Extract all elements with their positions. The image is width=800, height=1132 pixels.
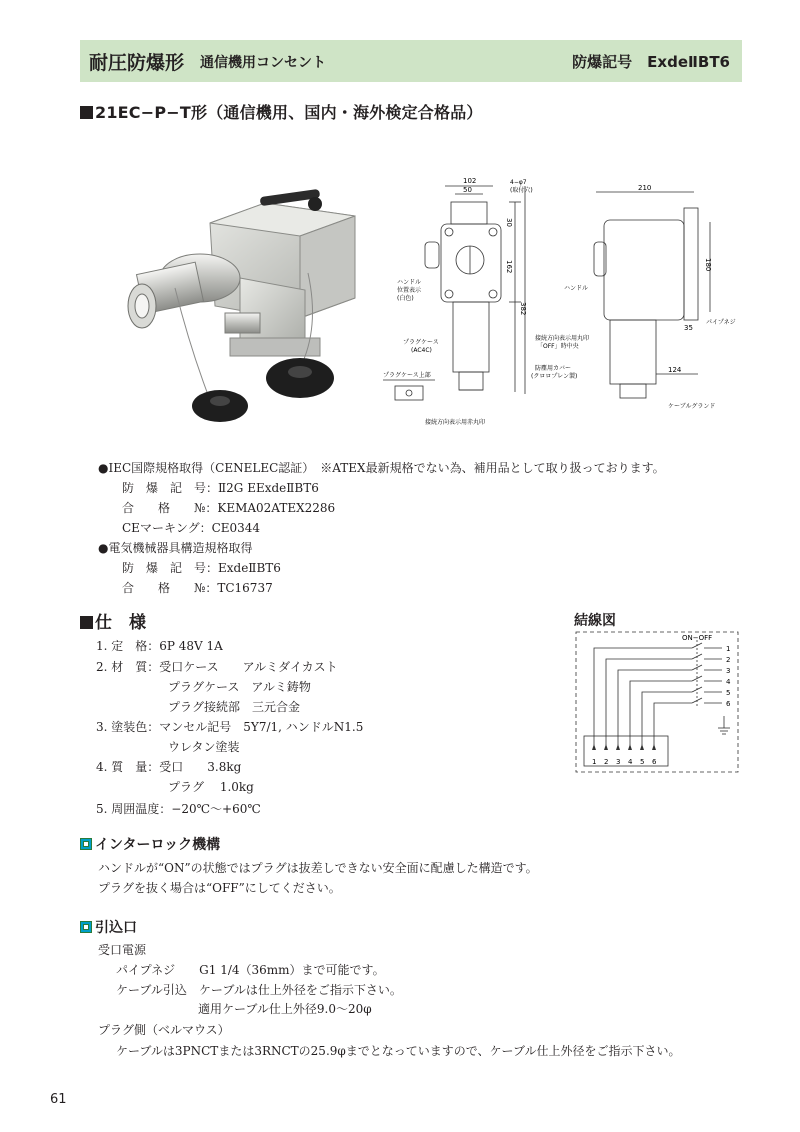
inlet-line-5: プラグ側（ベルマウス） [98, 1023, 230, 1037]
spec-line-2: 2. 材 質：受口ケース アルミダイカスト [96, 660, 338, 674]
cert-line-5: ●電気機械器具構造規格取得 [98, 541, 253, 555]
spec-line-7: 4. 質 量：受口 3.8kg [96, 760, 242, 774]
section-marker-icon [80, 838, 92, 850]
cert-line-7: 合 格 №：TC16737 [122, 581, 273, 595]
terminal-label: 5 [640, 758, 645, 766]
explosion-label: 防爆記号 ExdeⅡBT6 [572, 53, 730, 71]
dim-180: 180 [704, 258, 712, 272]
terminal-label: 3 [726, 667, 731, 675]
wire-line [606, 659, 692, 746]
label-plug-case-2: (AC4C) [411, 347, 432, 354]
label-cover-2: (クロロプレン製) [531, 373, 578, 380]
arrow-icon [628, 744, 632, 750]
side-view-drawing [560, 182, 760, 422]
header-title: 耐圧防爆形 [89, 52, 185, 74]
inlet-heading: 引込口 [80, 917, 137, 937]
label-pipe-screw: パイプネジ [706, 319, 736, 326]
terminal-label: 1 [592, 758, 597, 766]
dim-162: 162 [505, 260, 513, 274]
inlet-line-4: 適用ケーブル仕上外径9.0〜20φ [198, 1002, 372, 1016]
inlet-line-2: パイプネジ G1 1/4（36mm）まで可能です。 [116, 963, 385, 977]
terminal-label: 5 [726, 689, 731, 697]
model-heading [80, 100, 483, 123]
cert-line-2: 防 爆 記 号：Ⅱ2G EExdeⅡBT6 [122, 481, 319, 495]
square-bullet-icon [80, 616, 93, 629]
wire-line [654, 703, 692, 746]
spec-line-4: プラグ接続部 三元合金 [168, 700, 301, 714]
spec-line-6: ウレタン塗装 [168, 740, 240, 754]
dim-35: 35 [684, 324, 693, 332]
dim-30: 30 [505, 218, 513, 227]
label-arrow-top-2: 「OFF」時中央 [537, 343, 579, 350]
terminal-label: 2 [604, 758, 609, 766]
inlet-line-1: 受口電源 [98, 943, 147, 957]
front-view-drawing [375, 172, 590, 432]
arrow-icon [652, 744, 656, 750]
label-plug-top: プラグケース上部 [383, 372, 431, 379]
square-bullet-icon [80, 106, 93, 119]
spec-line-1: 1. 定 格：6P 48V 1A [96, 639, 223, 653]
arrow-icon [592, 744, 596, 750]
product-photo [130, 178, 370, 440]
dim-mount: (取付穴) [510, 187, 533, 194]
model-title: 21EC−P−T形（通信機用、国内・海外検定合格品） [95, 103, 483, 122]
interlock-line-1: ハンドルが“ON”の状態ではプラグは抜差しできない安全面に配慮した構造です。 [98, 861, 538, 875]
label-handle: ハンドル [564, 285, 589, 292]
dim-124: 124 [668, 366, 682, 374]
spec-line-5: 3. 塗装色：マンセル記号 5Y7/1, ハンドルN1.5 [96, 720, 364, 734]
header-subtitle: 通信機用コンセント [200, 55, 326, 71]
dim-4phi7: 4−φ7 [510, 179, 527, 186]
label-arrow-top-1: 接続方向表示用丸印 [535, 335, 590, 342]
dim-382: 382 [519, 302, 527, 316]
wire-line [618, 670, 692, 746]
label-conn-mark: 接続方向表示用赤丸印 [425, 419, 486, 426]
spec-line-3: プラグケース アルミ鋳物 [168, 680, 311, 694]
interlock-line-2: プラグを抜く場合は“OFF”にしてください。 [98, 881, 341, 895]
terminal-label: 6 [652, 758, 657, 766]
cert-line-3: 合 格 №：KEMA02ATEX2286 [122, 501, 336, 515]
header-band [80, 40, 742, 82]
wiring-diagram [574, 628, 744, 774]
spec-line-8: プラグ 1.0kg [168, 780, 254, 794]
terminal-label: 2 [726, 656, 731, 664]
cert-line-1: ●IEC国際規格取得（CENELEC認証） ※ATEX最新規格でない為、補用品として取り扱っております。 [98, 461, 665, 475]
page-number: 61 [50, 1092, 67, 1107]
label-handle-pos-3: (白色) [397, 295, 414, 302]
cert-line-4: CEマーキング：CE0344 [122, 521, 261, 535]
terminal-label: 6 [726, 700, 731, 708]
label-handle-pos-1: ハンドル [397, 279, 422, 286]
spec-heading: 仕 様 [80, 608, 146, 633]
dim-102: 102 [463, 177, 477, 185]
label-plug-case-1: プラグケース [403, 339, 439, 346]
label-handle-pos-2: 位置表示 [397, 287, 422, 294]
dim-50: 50 [463, 186, 472, 194]
cert-line-6: 防 爆 記 号：ExdeⅡBT6 [122, 561, 281, 575]
terminal-label: 3 [616, 758, 621, 766]
label-cover-1: 防塵用カバー [535, 365, 572, 372]
interlock-heading: インターロック機構 [80, 834, 220, 854]
label-cable-gland: ケーブルグランド [668, 403, 716, 410]
dim-210: 210 [638, 184, 652, 192]
inlet-line-6: ケーブルは3PNCTまたは3RNCTの25.9φまでとなっていますので、ケーブル仕上外径をご指示下さい。 [116, 1044, 681, 1058]
wire-line [642, 692, 692, 746]
terminal-label: 4 [726, 678, 731, 686]
wiring-on-off: ON−OFF [682, 634, 713, 642]
arrow-icon [616, 744, 620, 750]
inlet-line-3: ケーブル引込 ケーブルは仕上外径をご指示下さい。 [116, 983, 402, 997]
wiring-title: 結線図 [574, 613, 616, 629]
section-marker-icon [80, 921, 92, 933]
arrow-icon [640, 744, 644, 750]
terminal-label: 4 [628, 758, 633, 766]
terminal-label: 1 [726, 645, 731, 653]
spec-line-9: 5. 周囲温度：−20℃〜+60℃ [96, 802, 261, 816]
wire-line [594, 648, 692, 746]
arrow-icon [604, 744, 608, 750]
